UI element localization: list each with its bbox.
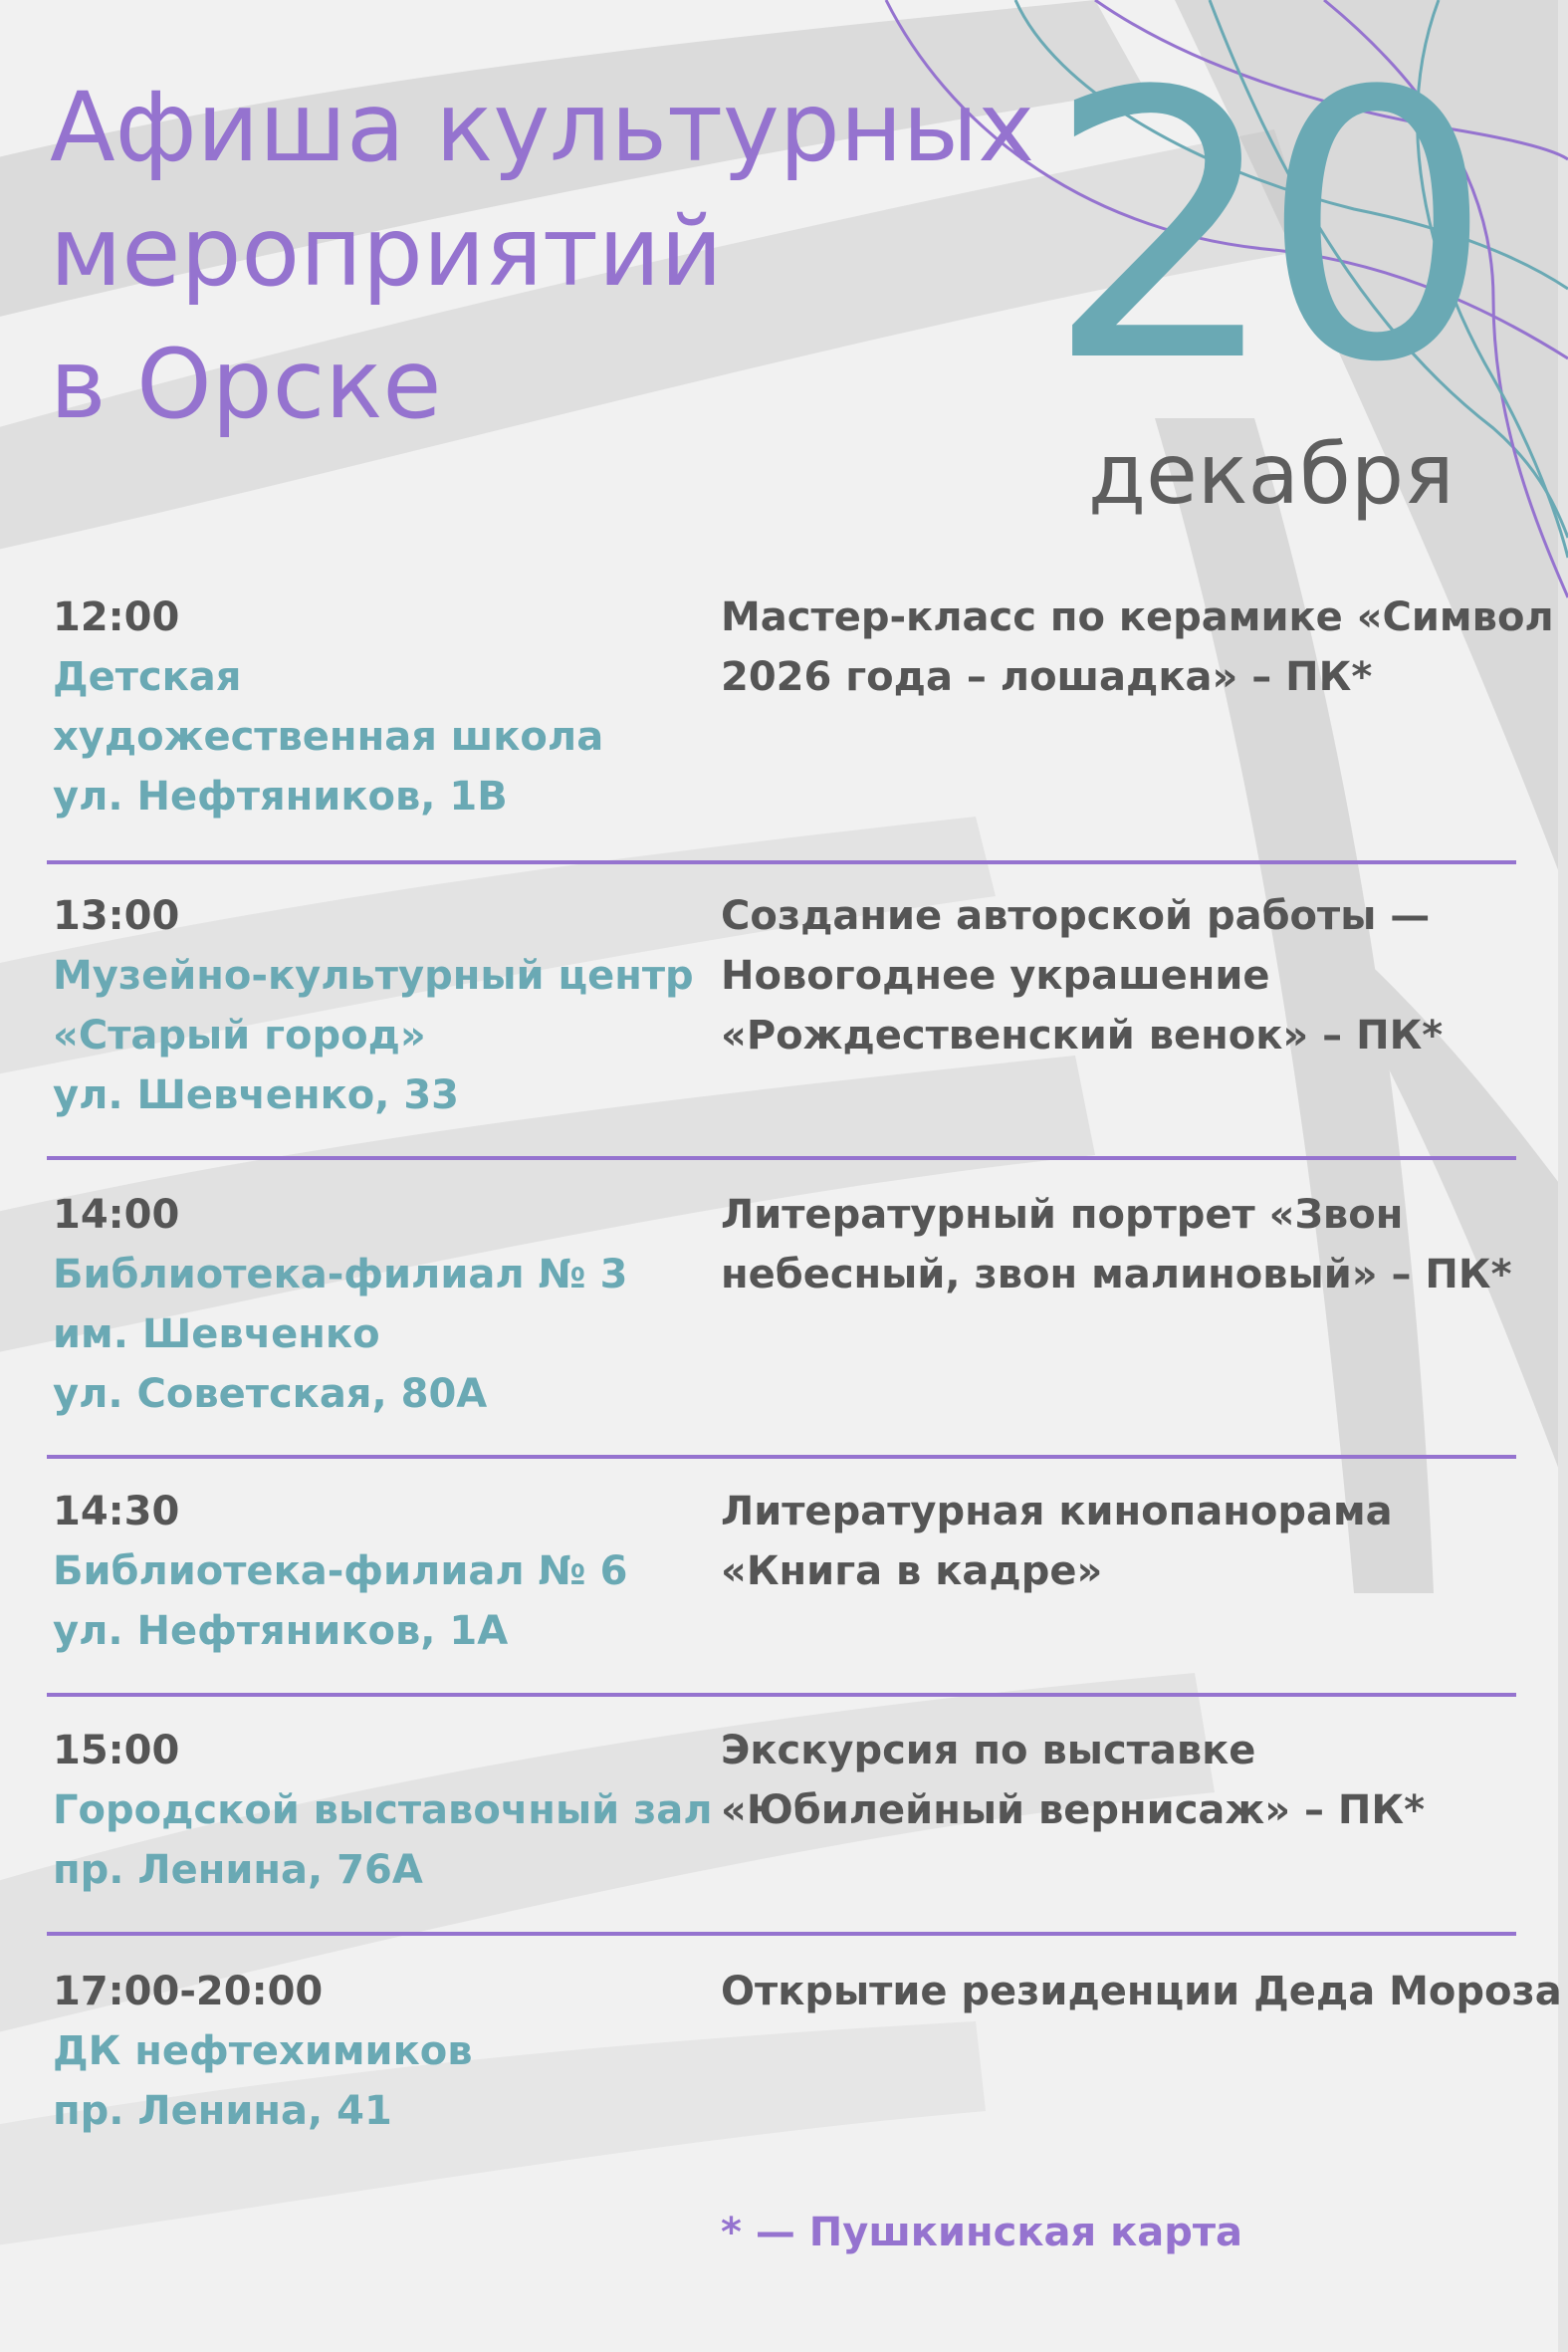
event-time: 14:00 [53,1192,180,1238]
date-day: 20 [1045,15,1474,443]
event-place-line: Музейно-культурный центр [53,953,694,999]
divider [47,860,1516,864]
event-2 [53,886,1516,1125]
event-description-line: Открытие резиденции Деда Мороза [721,1969,1562,2014]
divider [47,1693,1516,1697]
pushkin-card-footnote: * — Пушкинская карта [721,2210,1243,2255]
event-description-line: 2026 года – лошадка» – ПК* [721,654,1373,700]
event-address: ул. Шевченко, 33 [53,1072,459,1118]
event-place-line: ДК нефтехимиков [53,2028,473,2074]
event-address: пр. Ленина, 76А [53,1847,423,1893]
event-description [721,1962,1568,2021]
event-place-line: художественная школа [53,714,604,760]
event-place-line: Библиотека-филиал № 3 [53,1252,628,1297]
event-description-line: небесный, звон малиновый» – ПК* [721,1252,1512,1297]
poster-title-line-2: мероприятий [50,196,723,308]
event-time: 17:00-20:00 [53,1969,324,2014]
poster-title-line-3: в Орске [50,329,442,440]
event-time: 12:00 [53,594,180,640]
event-description-line: Литературный портрет «Звон [721,1192,1404,1238]
event-description-line: «Рождественский венок» – ПК* [721,1013,1444,1058]
divider [47,1932,1516,1936]
event-description [721,588,1568,707]
event-description-line: «Книга в кадре» [721,1548,1103,1594]
event-time: 14:30 [53,1489,180,1534]
event-description [721,1482,1568,1601]
event-place-line: «Старый город» [53,1013,426,1058]
divider [47,1455,1516,1459]
event-description-line: Создание авторской работы — [721,893,1431,939]
date-month: декабря [1088,425,1455,523]
event-1 [53,588,1554,826]
event-description-line: Новогоднее украшение [721,953,1270,999]
event-time: 13:00 [53,893,180,939]
poster-title-line-1: Афиша культурных [50,72,1035,183]
event-description-line: «Юбилейный вернисаж» – ПК* [721,1787,1425,1833]
event-4 [53,1482,1516,1661]
event-6 [53,1962,1562,2141]
event-description-line: Экскурсия по выставке [721,1728,1256,1773]
event-address: ул. Нефтяников, 1А [53,1608,509,1654]
event-time: 15:00 [53,1728,180,1773]
event-description-line: Мастер-класс по керамике «Символ [721,594,1554,640]
event-description [721,1721,1568,1840]
event-description [721,886,1568,1065]
event-place-line: им. Шевченко [53,1311,380,1357]
event-address: ул. Советская, 80А [53,1371,488,1417]
event-address: пр. Ленина, 41 [53,2088,392,2134]
event-place-line: Детская [53,654,242,700]
event-description-line: Литературная кинопанорама [721,1489,1393,1534]
event-5 [53,1721,1516,1900]
divider [47,1156,1516,1160]
event-address: ул. Нефтяников, 1В [53,774,508,820]
event-3 [53,1185,1516,1424]
event-place-line: Библиотека-филиал № 6 [53,1548,628,1594]
event-description [721,1185,1568,1304]
event-place-line: Городской выставочный зал [53,1787,713,1833]
